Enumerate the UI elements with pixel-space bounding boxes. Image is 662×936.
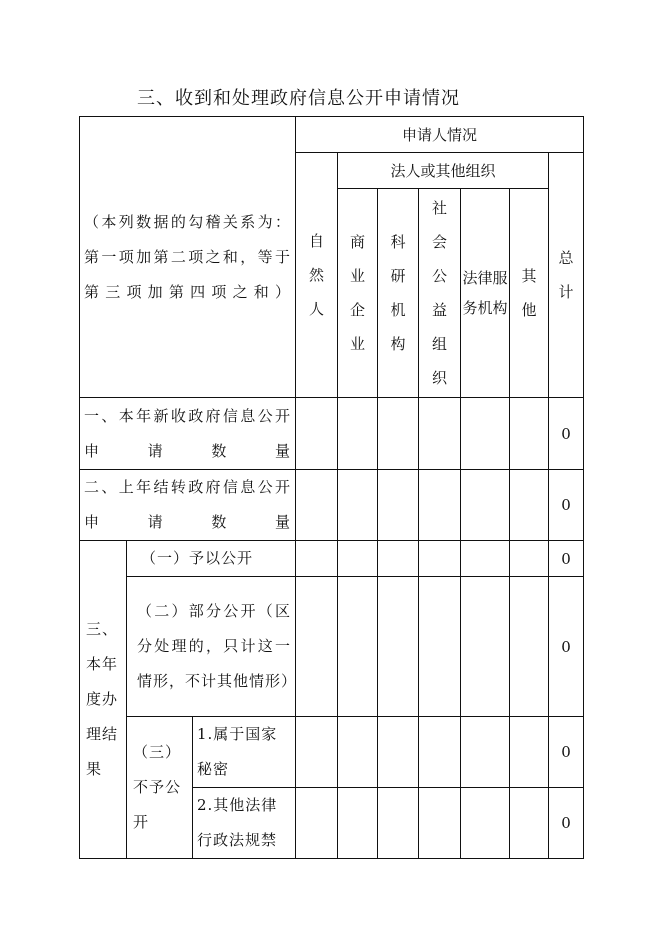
table-cell <box>419 577 461 717</box>
table-cell <box>461 717 510 788</box>
header-total-cell <box>549 153 584 398</box>
header-legal-service: 法律服务机构 <box>462 269 508 317</box>
table-cell <box>510 541 549 577</box>
row-state-secret-total: 0 <box>549 717 584 788</box>
table-cell <box>461 398 510 470</box>
table-cell <box>296 398 338 470</box>
row-state-secret-label: 1.属于国家秘密 <box>193 717 296 788</box>
row-grant-total: 0 <box>549 541 584 577</box>
table-cell <box>419 541 461 577</box>
table-cell <box>419 717 461 788</box>
row-new-received-total: 0 <box>549 398 584 470</box>
table-cell <box>296 470 338 541</box>
row-grant-label: （一）予以公开 <box>127 541 296 577</box>
table-cell <box>378 398 419 470</box>
row-deny-label: （三）不予公开 <box>127 717 193 859</box>
header-research: 科研机构 <box>390 233 406 353</box>
table-cell <box>338 577 378 717</box>
table-cell <box>338 398 378 470</box>
header-applicant-group: 申请人情况 <box>296 117 584 153</box>
table-cell <box>378 470 419 541</box>
header-natural-person: 自然人 <box>309 232 325 318</box>
header-social: 社会公益组织 <box>432 199 448 387</box>
header-research-cell <box>378 189 419 398</box>
header-social-cell <box>419 189 461 398</box>
header-other: 其他 <box>521 267 537 319</box>
table-cell <box>378 717 419 788</box>
table-cell <box>296 717 338 788</box>
header-natural-person-cell <box>296 153 338 398</box>
table-cell <box>378 577 419 717</box>
table-cell <box>510 788 549 859</box>
table-cell <box>296 541 338 577</box>
table-cell <box>378 788 419 859</box>
table-cell <box>419 470 461 541</box>
row-partial-label: （二）部分公开（区分处理的，只计这一情形，不计其他情形） <box>127 577 296 717</box>
header-commercial: 商业企业 <box>350 233 366 353</box>
table-cell <box>510 577 549 717</box>
table-cell <box>461 788 510 859</box>
table-cell <box>461 470 510 541</box>
row-other-law-label: 2.其他法律行政法规禁 <box>193 788 296 859</box>
table-cell <box>378 541 419 577</box>
table-cell <box>461 541 510 577</box>
header-legal-group: 法人或其他组织 <box>338 153 549 189</box>
header-commercial-cell <box>338 189 378 398</box>
header-total: 总计 <box>558 249 574 301</box>
table-cell <box>338 788 378 859</box>
section-title: 三、收到和处理政府信息公开申请情况 <box>137 88 460 109</box>
table-cell <box>296 577 338 717</box>
table-cell <box>419 788 461 859</box>
row-new-received-label: 一、本年新收政府信息公开申请数量 <box>80 398 296 470</box>
disclosure-table <box>79 116 584 859</box>
table-cell <box>338 717 378 788</box>
row-carried-over-label: 二、上年结转政府信息公开申请数量 <box>80 470 296 541</box>
table-cell <box>296 788 338 859</box>
header-note: （本列数据的勾稽关系为：第一项加第二项之和，等于第三项加第四项之和） <box>80 117 296 398</box>
table-cell <box>338 470 378 541</box>
table-cell <box>461 577 510 717</box>
row-results-label: 三、本年度办理结果 <box>80 541 127 859</box>
table-cell <box>338 541 378 577</box>
row-other-law-total: 0 <box>549 788 584 859</box>
table-cell <box>419 398 461 470</box>
row-carried-over-total: 0 <box>549 470 584 541</box>
table-cell <box>510 717 549 788</box>
header-other-cell <box>510 189 549 398</box>
table-cell <box>510 398 549 470</box>
table-cell <box>510 470 549 541</box>
row-partial-total: 0 <box>549 577 584 717</box>
header-legal-service-cell <box>461 189 510 398</box>
